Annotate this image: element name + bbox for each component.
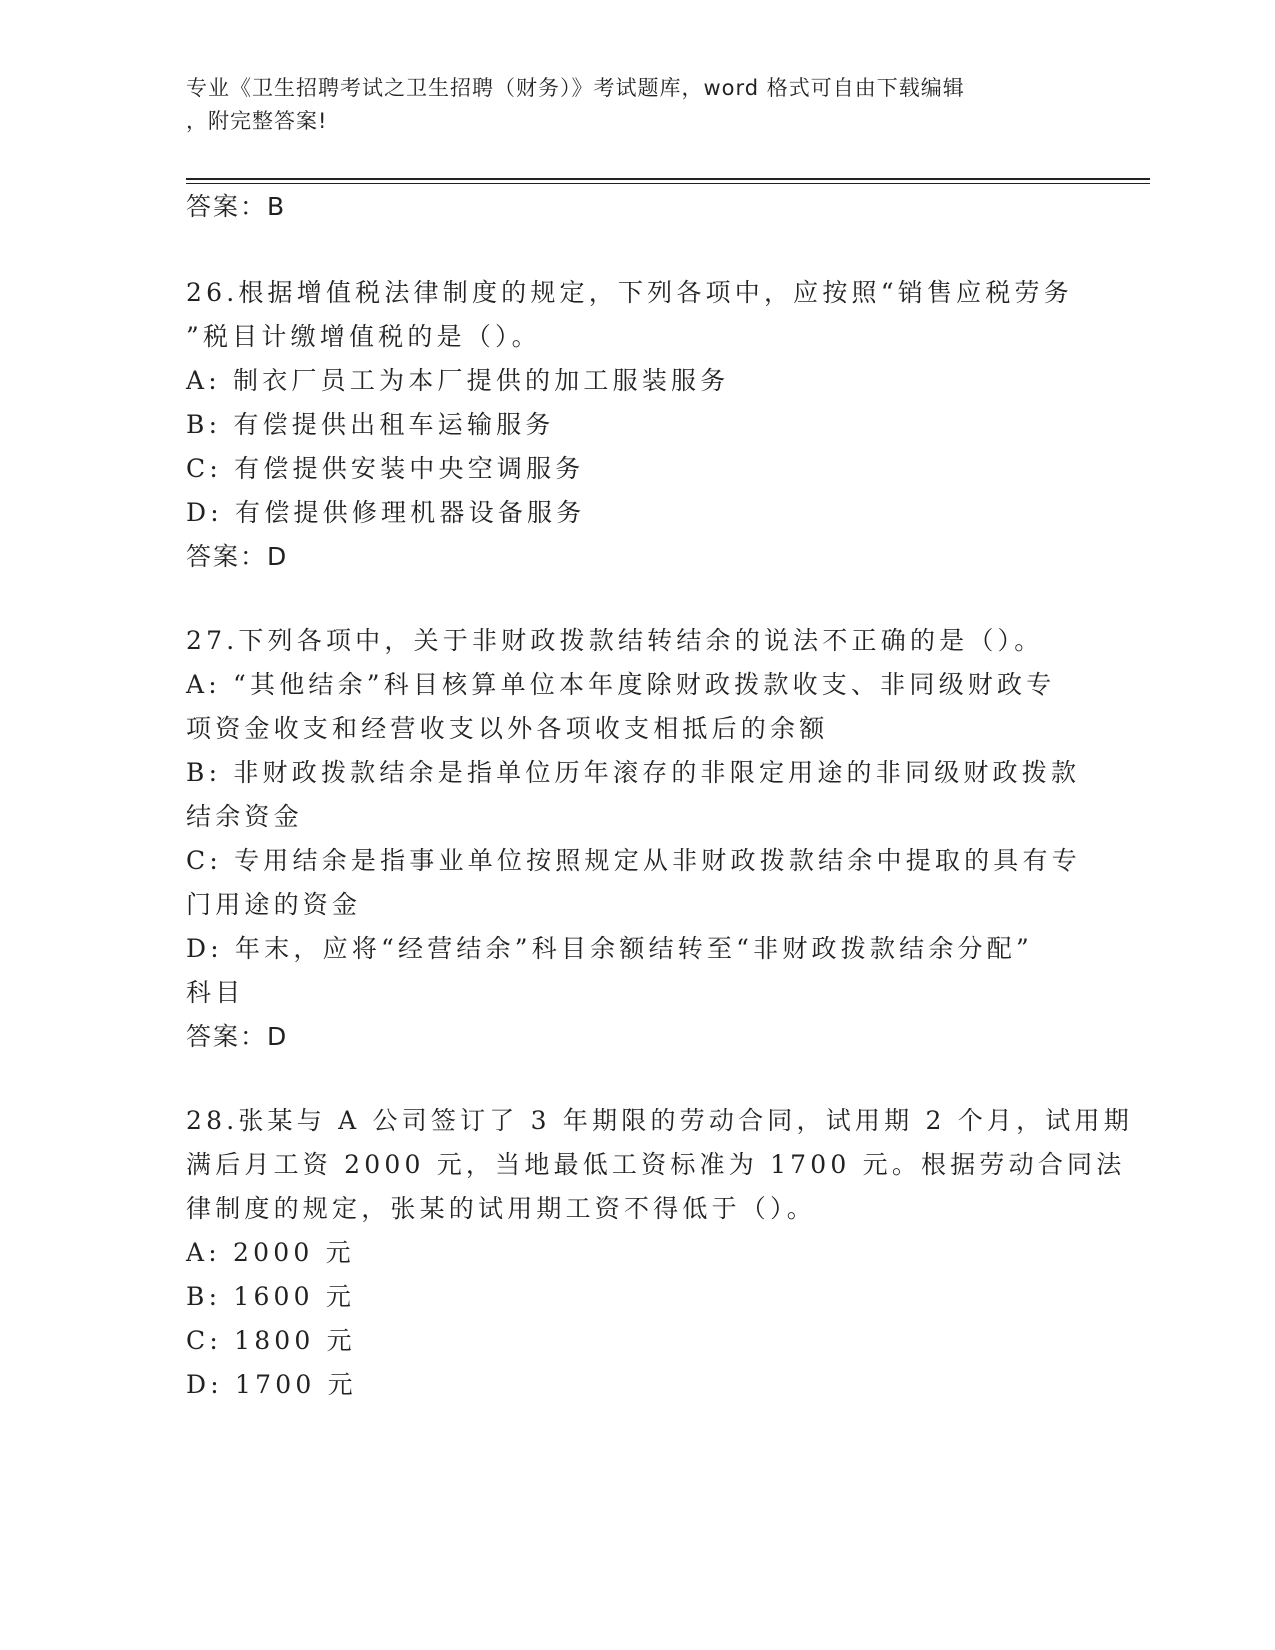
q27-option-d-line-1: D: 年末，应将“经营结余”科目余额结转至“非财政拨款结余分配”: [186, 934, 1033, 963]
q26-option-b: B: 有偿提供出租车运输服务: [186, 410, 555, 439]
q28-option-c: C: 1800 元: [186, 1326, 356, 1355]
q27-option-a-line-1: A: “其他结余”科目核算单位本年度除财政拨款收支、非同级财政专: [186, 670, 1056, 699]
q27-option-a-line-2: 项资金收支和经营收支以外各项收支相抵后的余额: [186, 714, 829, 743]
q27-stem-line-1: 27.下列各项中，关于非财政拨款结转结余的说法不正确的是（）。: [186, 626, 1044, 655]
q27-option-d-line-2: 科目: [186, 978, 245, 1007]
q28-stem-line-2: 满后月工资 2000 元，当地最低工资标准为 1700 元。根据劳动合同法: [186, 1150, 1126, 1179]
document-header: [186, 72, 1086, 138]
q27-option-c-line-2: 门用途的资金: [186, 890, 362, 919]
q26-stem-line-2: ”税目计缴增值税的是（）。: [186, 322, 541, 351]
q26-option-d: D: 有偿提供修理机器设备服务: [186, 498, 586, 527]
header-divider-thin: [186, 183, 1150, 184]
q27-answer: 答案：D: [186, 1022, 289, 1051]
header-line-1: 专业《卫生招聘考试之卫生招聘（财务）》考试题库，word 格式可自由下载编辑: [186, 76, 965, 100]
q27-option-b-line-2: 结余资金: [186, 802, 303, 831]
q28-stem-line-1: 28.张某与 A 公司签订了 3 年期限的劳动合同，试用期 2 个月，试用期: [186, 1106, 1133, 1135]
q27-option-b-line-1: B: 非财政拨款结余是指单位历年滚存的非限定用途的非同级财政拨款: [186, 758, 1081, 787]
q26-option-a: A: 制衣厂员工为本厂提供的加工服装服务: [186, 366, 730, 395]
q26-option-c: C: 有偿提供安装中央空调服务: [186, 454, 585, 483]
q28-stem-line-3: 律制度的规定，张某的试用期工资不得低于（）。: [186, 1194, 816, 1223]
header-divider-thick: [186, 178, 1150, 180]
q28-option-d: D: 1700 元: [186, 1370, 357, 1399]
header-line-2: ，附完整答案!: [186, 109, 328, 133]
q28-option-b: B: 1600 元: [186, 1282, 356, 1311]
q26-stem-line-1: 26.根据增值税法律制度的规定，下列各项中，应按照“销售应税劳务: [186, 278, 1073, 307]
q28-option-a: A: 2000 元: [186, 1238, 355, 1267]
q26-answer: 答案：D: [186, 542, 289, 571]
previous-answer: 答案：B: [186, 192, 287, 221]
q27-option-c-line-1: C: 专用结余是指事业单位按照规定从非财政拨款结余中提取的具有专: [186, 846, 1081, 875]
